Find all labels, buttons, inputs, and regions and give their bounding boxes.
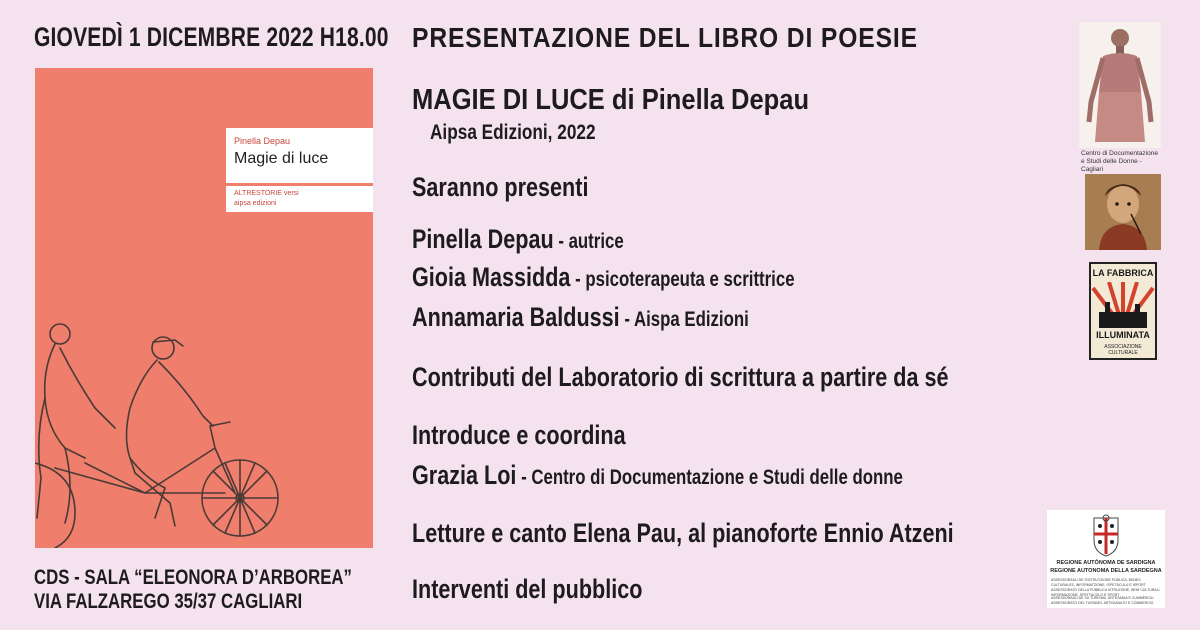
cover-title-label [226,128,373,183]
cds-logo [1079,22,1161,173]
venue-line2: VIA FALZAREGO 35/37 CAGLIARI [34,590,303,613]
region-line1: REGIONE AUTÒNOMA DE SARDIGNA [1056,560,1156,566]
fabbrica-mid: ILLUMINATA [1096,330,1150,340]
speaker-item [412,302,749,333]
venue-line1: CDS - SALA “ELEONORA D’ARBOREA” [34,566,352,589]
moderator-name: Grazia Loi [412,460,517,490]
factory-sunburst-icon [1091,282,1155,328]
speakers-heading: Saranno presenti [412,172,589,202]
fabbrica-illuminata-logo [1089,262,1157,360]
wooden-doll-icon [1079,22,1161,148]
moderator-heading: Introduce e coordina [412,420,626,450]
speaker-role: - psicoterapeuta e scrittrice [570,268,795,291]
book-title: MAGIE DI LUCE [412,84,605,116]
book-title-line [412,84,809,117]
cover-author: Pinella Depau [234,136,291,146]
coat-of-arms-icon [1047,514,1165,558]
venue [34,566,352,614]
moderator-role: - Centro di Documentazione e Studi delle donne [516,466,903,489]
public-interventions: Interventi del pubblico [412,574,643,604]
speaker-item [412,262,795,293]
region-sub2: ASSESSORATO DELLA PUBBLICA ISTRUZIONE, BENI CULTURALI, INFORMAZIONE, SPETTACOLO E SPORT [1051,588,1161,597]
fabbrica-top: LA FABBRICA [1092,268,1154,278]
regione-sardegna-logo [1047,510,1165,608]
fresco-portrait [1085,174,1161,250]
cover-title: Magie di luce [234,150,329,167]
speaker-role: - Aispa Edizioni [619,308,749,331]
event-date: GIOVEDÌ 1 DICEMBRE 2022 H18.00 [34,22,389,52]
region-sub1: ASSESSORADU DE S'ISTRUTZIONE PÙBLICA, BENES CULTURALES, INFORMATZIONE, ISPETÀCULU E ISPORT [1051,578,1146,587]
speaker-item [412,224,624,255]
contributions: Contributi del Laboratorio di scrittura a partire da sé [412,362,949,392]
portrait-icon [1085,174,1161,250]
book-author: di Pinella Depau [604,84,810,116]
region-sub4: ASSESSORATO DEL TURISMO, ARTIGIANATO E COMMERCIO [1051,601,1154,605]
cover-publisher: aipsa edizioni [234,200,277,207]
region-line2: REGIONE AUTONOMA DELLA SARDEGNA [1050,568,1162,574]
speaker-role: - autrice [553,230,624,253]
speaker-name: Annamaria Baldussi [412,302,620,332]
speaker-name: Gioia Massidda [412,262,571,292]
event-headline: PRESENTAZIONE DEL LIBRO DI POESIE [412,22,918,53]
cds-caption: Centro di Documentazione e Studi delle Donne - Cagliari [1081,150,1158,173]
moderator [412,460,903,491]
cover-series-label [226,186,373,212]
fabbrica-bottom: ASSOCIAZIONE CULTURALE [1104,344,1142,356]
speaker-name: Pinella Depau [412,224,554,254]
book-cover [35,68,373,548]
book-publisher: Aipsa Edizioni, 2022 [430,121,596,144]
cover-series: ALTRESTORIE versi [234,190,299,197]
tandem-bicycle-illustration [35,298,373,548]
readings: Letture e canto Elena Pau, al pianoforte Ennio Atzeni [412,518,954,548]
region-sub3: ASSESSORADU DE SU TURISMU, ARTESANIA E CUMMÈRCIU [1051,596,1154,600]
